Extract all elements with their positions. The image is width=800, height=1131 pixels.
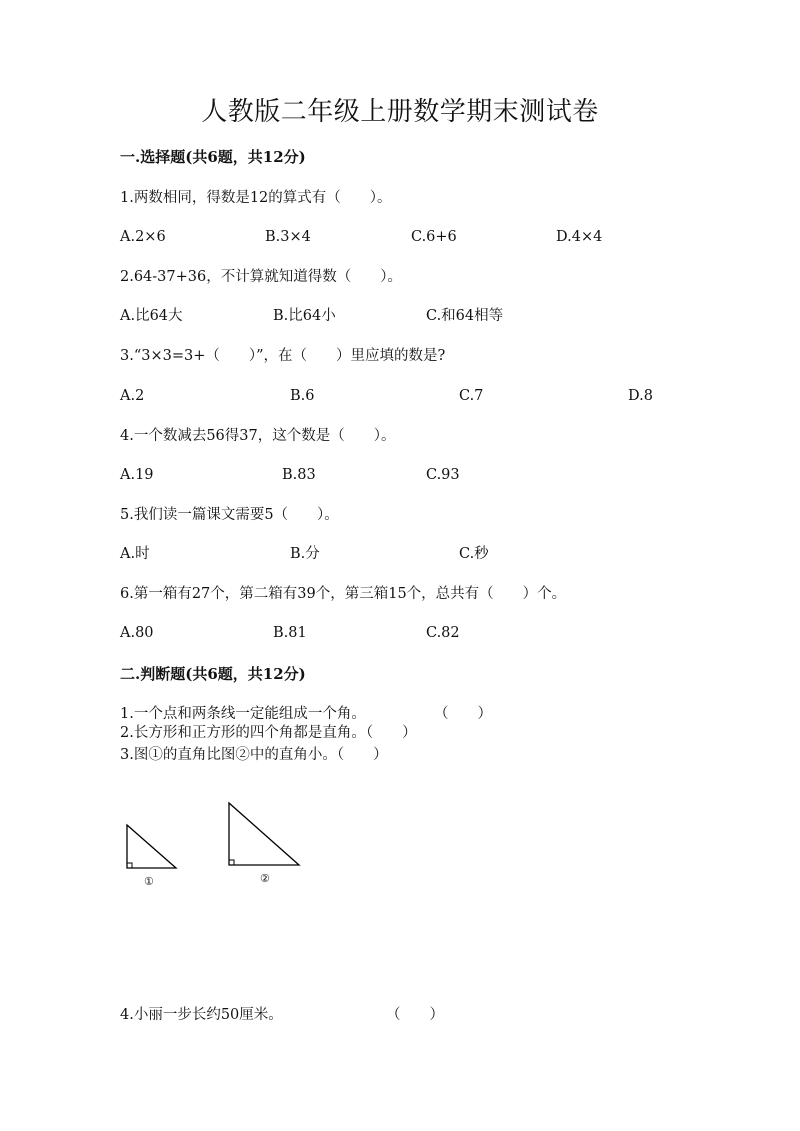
- judgement-bracket-4: （ ）: [386, 1007, 444, 1023]
- triangle-1: [127, 825, 176, 868]
- choice-option-1a: A.2×6: [120, 229, 166, 245]
- choice-option-1c: C.6+6: [411, 229, 457, 245]
- section-heading-judgement: 二.判断题(共6题，共12分): [120, 665, 306, 683]
- choice-option-3d: D.8: [628, 388, 653, 404]
- choice-option-6a: A.80: [120, 625, 154, 641]
- judgement-question-2: 2.长方形和正方形的四个角都是直角。（ ）: [120, 725, 417, 741]
- choice-option-6c: C.82: [426, 625, 460, 641]
- choice-option-4c: C.93: [426, 467, 460, 483]
- choice-option-1b: B.3×4: [265, 229, 311, 245]
- judgement-question-3: 3.图①的直角比图②中的直角小。（ ）: [120, 747, 388, 763]
- choice-option-4a: A.19: [120, 467, 154, 483]
- choice-option-6b: B.81: [273, 625, 307, 641]
- choice-option-1d: D.4×4: [556, 229, 603, 245]
- section-heading-choice: 一.选择题(共6题，共12分): [120, 148, 306, 166]
- choice-option-4b: B.83: [282, 467, 316, 483]
- choice-question-2: 2.64-37+36，不计算就知道得数（ ）。: [120, 269, 402, 285]
- choice-option-2b: B.比64小: [273, 308, 336, 324]
- judgement-question-1: 1.一个点和两条线一定能组成一个角。: [120, 706, 366, 722]
- choice-option-3c: C.7: [459, 388, 484, 404]
- choice-option-3b: B.6: [290, 388, 315, 404]
- figure-label-1: ①: [144, 875, 154, 888]
- choice-option-5b: B.分: [290, 546, 320, 562]
- choice-question-6: 6.第一箱有27个，第二箱有39个，第三箱15个，总共有（ ）个。: [120, 586, 567, 602]
- choice-option-5c: C.秒: [459, 546, 489, 562]
- judgement-bracket-1: （ ）: [434, 706, 492, 722]
- choice-option-2a: A.比64大: [120, 308, 183, 324]
- right-triangles-figure: [110, 795, 320, 895]
- page-title: 人教版二年级上册数学期末测试卷: [201, 97, 599, 127]
- judgement-question-4: 4.小丽一步长约50厘米。: [120, 1007, 283, 1023]
- choice-question-3: 3.“3×3=3+（ ）”，在（ ）里应填的数是?: [120, 348, 446, 364]
- figure-label-2: ②: [260, 872, 270, 885]
- choice-question-1: 1.两数相同，得数是12的算式有（ ）。: [120, 190, 392, 206]
- choice-option-3a: A.2: [120, 388, 145, 404]
- choice-question-4: 4.一个数减去56得37，这个数是（ ）。: [120, 428, 396, 444]
- choice-option-2c: C.和64相等: [426, 308, 504, 324]
- choice-option-5a: A.时: [120, 546, 150, 562]
- choice-question-5: 5.我们读一篇课文需要5（ ）。: [120, 507, 339, 523]
- triangle-2: [229, 803, 299, 865]
